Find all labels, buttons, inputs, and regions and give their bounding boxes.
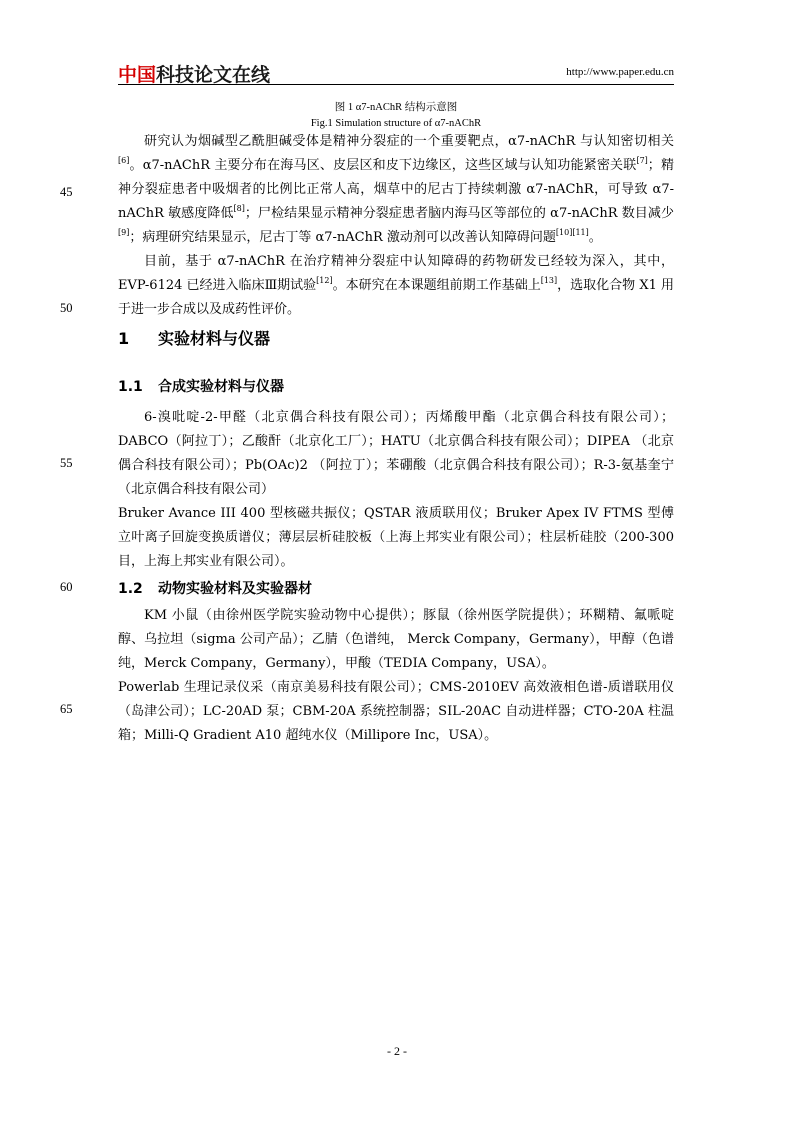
header-rule	[118, 84, 674, 85]
intro-paragraph-1	[118, 130, 674, 250]
citation-ref: [12]	[316, 276, 333, 285]
subsection-number: 1.1	[118, 379, 143, 395]
line-number-60: 60	[60, 580, 73, 594]
header-url: http://www.paper.edu.cn	[566, 66, 674, 78]
paragraph-text: ；尸检结果显示精神分裂症患者脑内海马区等部位的 α7-nAChR 数目减少	[244, 206, 674, 221]
figure-caption-en: Fig.1 Simulation structure of α7-nAChR	[310, 118, 482, 129]
logo-black-text: 科技论文在线	[156, 64, 271, 86]
subsection-1-2-body	[118, 604, 674, 748]
paragraph-text: ；精神分裂症患者中吸烟者的比例比正常人高，烟草中的尼古丁持续刺激 α7-nAChR，可导致 α7-nAChR 敏感度降低	[118, 158, 674, 221]
logo-red-text: 中国	[118, 64, 157, 86]
paragraph-text: 。本研究在本课题组前期工作基础上	[332, 278, 541, 293]
section-heading-1	[118, 326, 270, 349]
paragraph-text: ；病理研究结果显示，尼古丁等 α7-nAChR 激动剂可以改善认知障碍问题	[129, 230, 556, 245]
subsection-1-1-body	[118, 406, 674, 574]
intro-block	[118, 130, 674, 322]
paragraph-text: 目前，基于 α7-nAChR 在治疗精神分裂症中认知障碍的药物研发已经较为深入，其中，EVP-6124 已经进入临床Ⅲ期试验	[118, 254, 674, 293]
journal-logo	[118, 60, 270, 87]
page-number: - 2 -	[387, 1044, 407, 1058]
citation-ref: [7]	[636, 156, 648, 165]
line-number-50: 50	[60, 301, 73, 315]
subsection-title: 动物实验材料及实验器材	[158, 581, 312, 597]
animal-materials-paragraph: KM 小鼠（由徐州医学院实验动物中心提供）；豚鼠（徐州医学院提供）；环糊精、氟哌啶醇、乌拉坦（sigma 公司产品）；乙腈（色谱纯， Merck Company，Germany），甲醇（色谱纯，Merck Company，Germany），甲酸（TEDIA Company，USA）。	[118, 608, 674, 671]
subsection-title: 合成实验材料与仪器	[158, 379, 284, 395]
section-number: 1	[118, 329, 130, 348]
line-number-65: 65	[60, 702, 73, 716]
intro-paragraph-2	[118, 250, 674, 322]
paragraph-text: 研究认为烟碱型乙酰胆碱受体是精神分裂症的一个重要靶点，α7-nAChR 与认知密切相关	[144, 134, 674, 149]
materials-paragraph: 6-溴吡啶-2-甲醛（北京偶合科技有限公司）；丙烯酸甲酯（北京偶合科技有限公司）；DABCO（阿拉丁）；乙酸酐（北京化工厂）；HATU（北京偶合科技有限公司）；DIPEA （北京偶合科技有限公司）；Pb(OAc)2 （阿拉丁）；苯硼酸（北京偶合科技有限公司）；R-3-氨基奎宁（北京偶合科技有限公司）	[118, 410, 674, 497]
page-header	[118, 60, 674, 86]
instruments-paragraph: Bruker Avance III 400 型核磁共振仪；QSTAR 液质联用仪；Bruker Apex IV FTMS 型傅立叶离子回旋变换质谱仪；薄层层析硅胶板（上海上邦实业有限公司）；柱层析硅胶（200-300 目，上海上邦实业有限公司）。	[118, 506, 674, 569]
equipment-paragraph: Powerlab 生理记录仪采（南京美易科技有限公司）；CMS-2010EV 高效液相色谱-质谱联用仪（岛津公司）；LC-20AD 泵；CBM-20A 系统控制器；SIL-20AC 自动进样器；CTO-20A 柱温箱；Milli-Q Gradient A10 超纯水仪（Millipore Inc，USA）。	[118, 680, 674, 743]
citation-ref: [10][11]	[555, 228, 589, 237]
subsection-number: 1.2	[118, 581, 143, 597]
line-number-55: 55	[60, 456, 73, 470]
paragraph-text: ，选取化合物 X1 用于进一步合成以及成药性评价。	[118, 278, 674, 317]
section-title: 实验材料与仪器	[158, 329, 271, 348]
citation-ref: [6]	[118, 156, 130, 165]
line-number-45: 45	[60, 185, 73, 199]
citation-ref: [9]	[118, 228, 130, 237]
subsection-heading-1-1	[118, 376, 284, 396]
figure-caption-cn: 图 1 α7-nAChR 结构示意图	[334, 102, 458, 113]
citation-ref: [8]	[233, 204, 245, 213]
paragraph-text: 。α7-nAChR 主要分布在海马区、皮层区和皮下边缘区，这些区域与认知功能紧密关联	[129, 158, 637, 173]
subsection-heading-1-2	[118, 578, 312, 598]
citation-ref: [13]	[540, 276, 558, 285]
paragraph-text: 。	[588, 230, 602, 245]
